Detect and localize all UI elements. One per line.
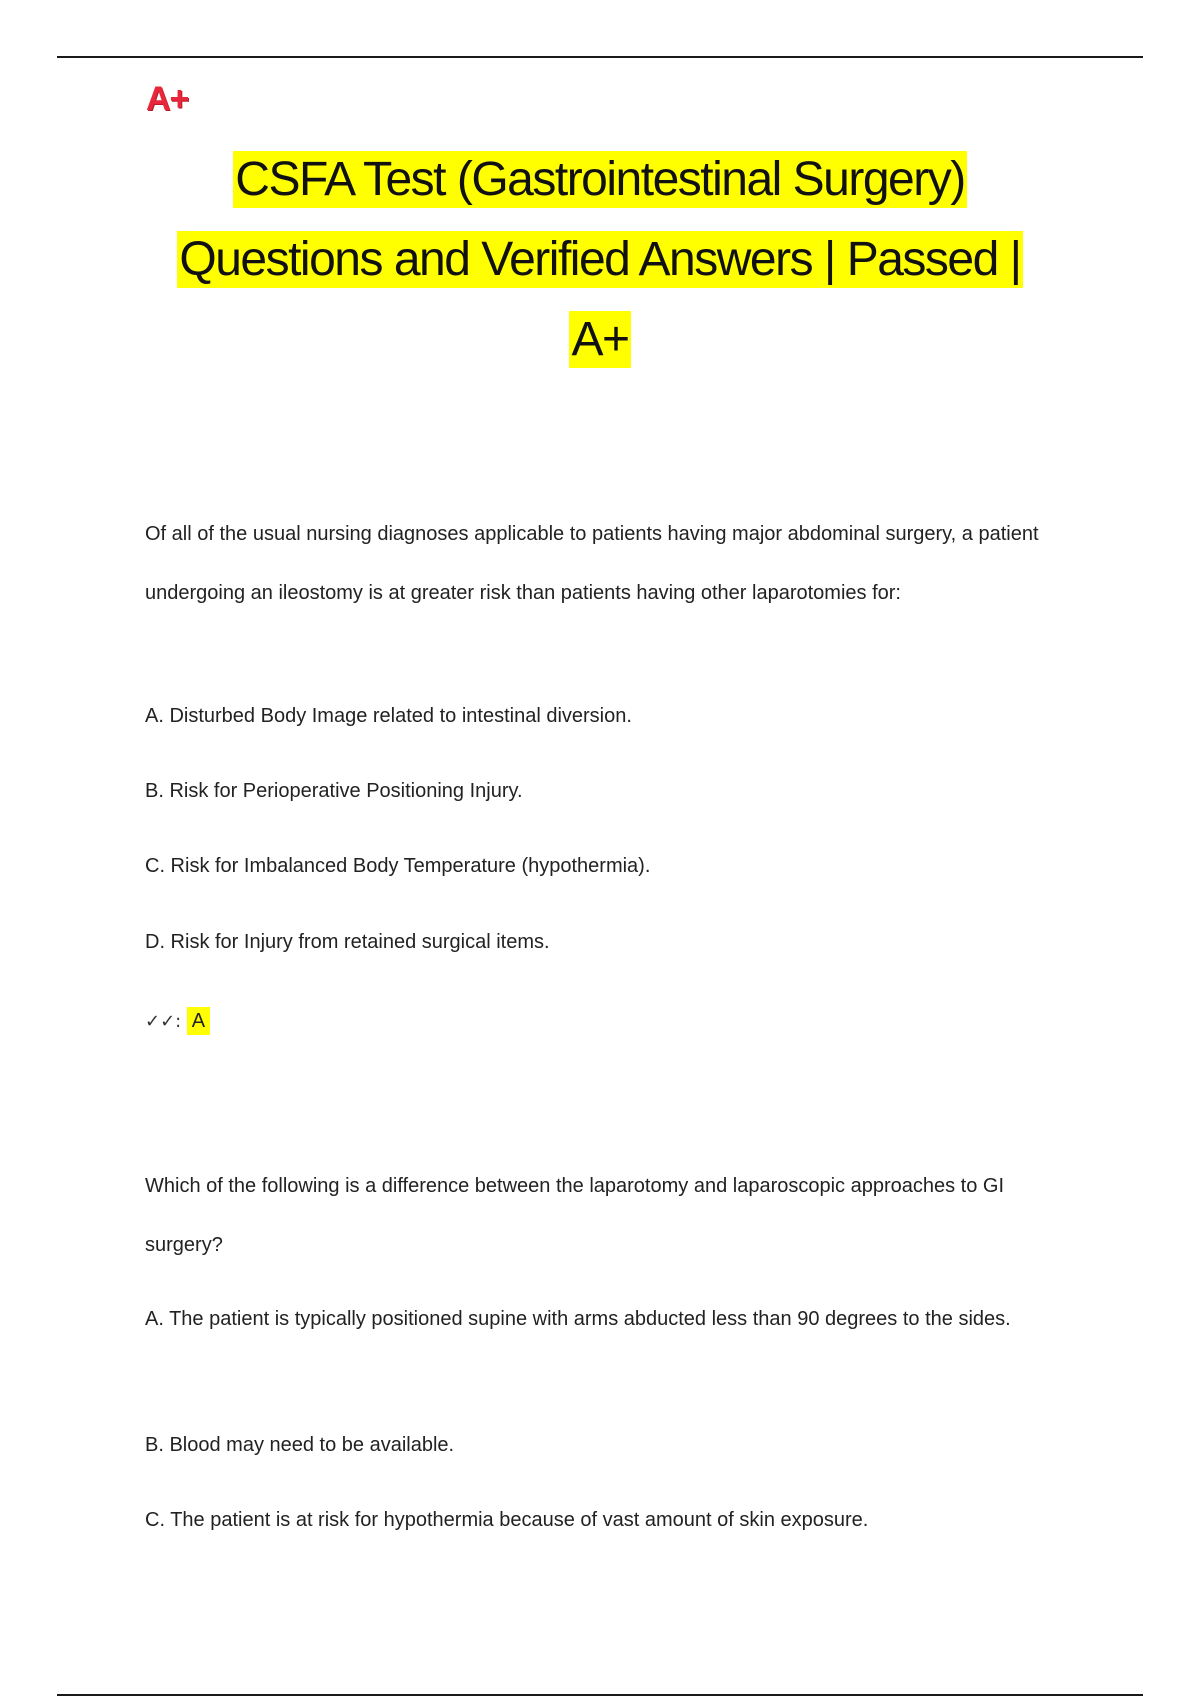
question-1-option-c	[145, 850, 1075, 882]
question-2-option-b	[145, 1429, 1075, 1461]
answer-value: A	[187, 1007, 210, 1035]
option-text: C. Risk for Imbalanced Body Temperature (hypothermia).	[145, 855, 651, 877]
document-title	[100, 140, 1100, 380]
option-text: A. Disturbed Body Image related to intestinal diversion.	[145, 705, 632, 727]
question-1-option-a	[145, 700, 1075, 732]
title-line-3: A+	[571, 313, 629, 366]
question-1-option-d	[145, 926, 1075, 958]
bottom-rule	[57, 1694, 1143, 1696]
question-2-option-c	[145, 1504, 1075, 1536]
question-1-stem	[145, 505, 1075, 623]
answer-line	[145, 1004, 1075, 1039]
question-1-answer	[145, 1004, 1075, 1039]
option-text: A. The patient is typically positioned supine with arms abducted less than 90 degrees to the sides.	[145, 1308, 1011, 1330]
top-rule	[57, 56, 1143, 58]
question-stem-text: Of all of the usual nursing diagnoses applicable to patients having major abdominal surgery, a patient undergoing an ileostomy is at greater risk than patients having other laparotomies for:	[145, 523, 1039, 604]
title-line-1: CSFA Test (Gastrointestinal Surgery)	[235, 153, 965, 206]
option-text: D. Risk for Injury from retained surgical items.	[145, 931, 550, 953]
option-text: B. Blood may need to be available.	[145, 1434, 455, 1456]
question-2-option-a	[145, 1290, 1075, 1348]
grade-badge: A+	[146, 80, 189, 118]
question-1-option-b	[145, 775, 1075, 807]
check-mark-icon: ✓✓:	[145, 1011, 182, 1032]
option-text: C. The patient is at risk for hypothermia because of vast amount of skin exposure.	[145, 1509, 869, 1531]
question-stem-text: Which of the following is a difference between the laparotomy and laparoscopic approaches to GI surgery?	[145, 1175, 1005, 1256]
option-text: B. Risk for Perioperative Positioning Injury.	[145, 780, 523, 802]
question-2-stem	[145, 1157, 1075, 1275]
title-line-2: Questions and Verified Answers | Passed |	[179, 233, 1021, 286]
